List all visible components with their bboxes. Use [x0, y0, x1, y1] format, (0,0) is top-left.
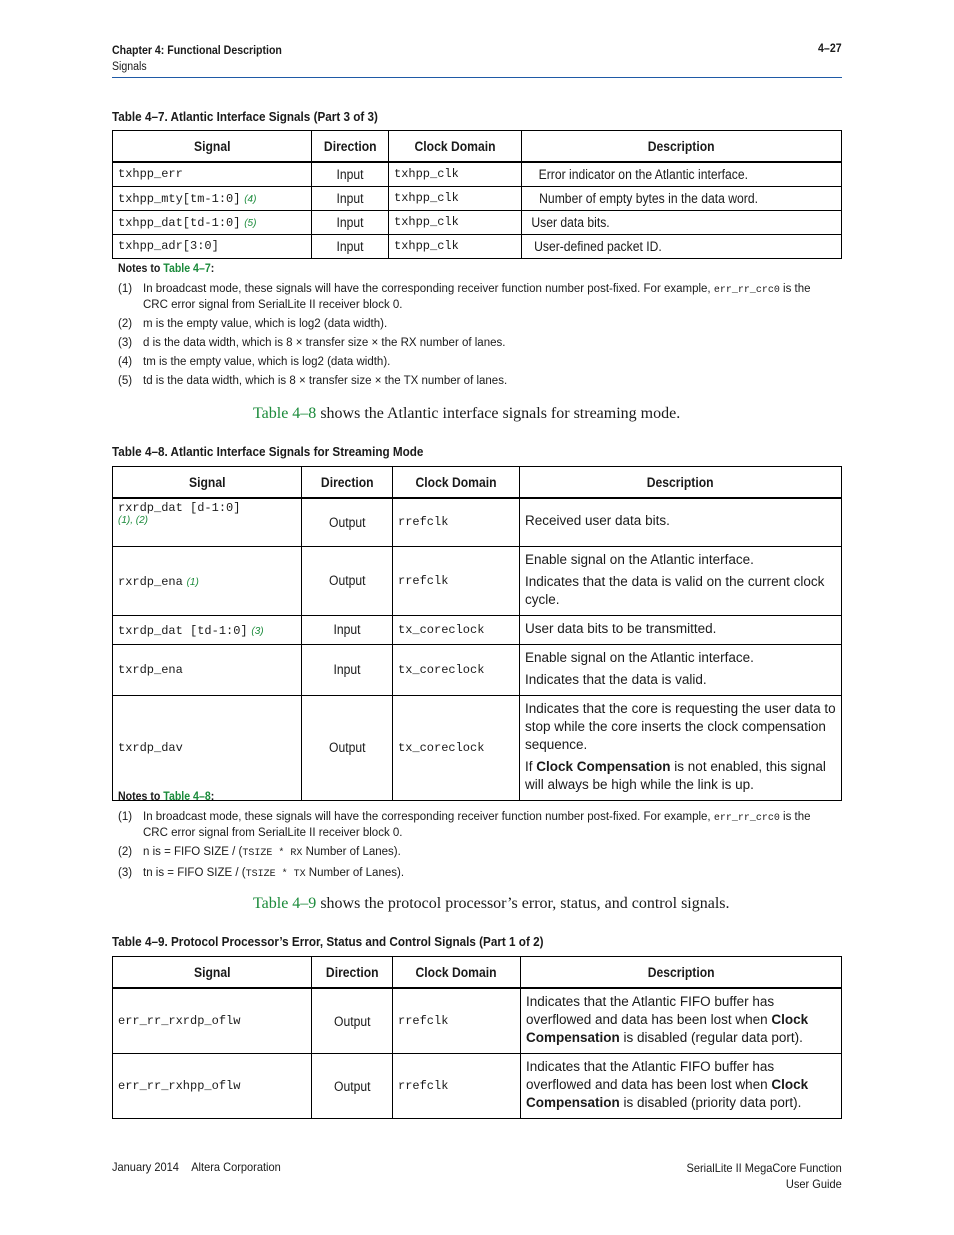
- table-4-9-caption: Table 4–9. Protocol Processor’s Error, Status and Control Signals (Part 1 of 2): [112, 934, 544, 949]
- signal-cell: txrdp_ena: [113, 644, 302, 695]
- col-header-clock-domain: Clock Domain: [393, 957, 521, 989]
- direction-cell: Output: [312, 1054, 393, 1119]
- section-title: Signals: [112, 61, 147, 73]
- table-row: [113, 644, 842, 695]
- col-header-clock-domain: Clock Domain: [389, 131, 522, 163]
- header-rule: [112, 77, 842, 78]
- direction-cell: Input: [312, 162, 389, 186]
- table-4-7-caption: Table 4–7. Atlantic Interface Signals (Part 3 of 3): [112, 109, 378, 124]
- clock-cell: rrefclk: [393, 546, 520, 615]
- footnote-ref[interactable]: (3): [251, 625, 264, 637]
- signal-cell: txhpp_mty[tm-1:0] (4): [113, 186, 312, 210]
- direction-cell: Input: [312, 210, 389, 234]
- description-cell: Indicates that the core is requesting the user data to stop while the core inserts the clock compensation sequence. If Clock Compensation is not enabled, this signal will always be high while the link is up.: [520, 695, 842, 800]
- note-item: (3) tn is = FIFO SIZE / (TSIZE * TX Number of Lanes).: [118, 867, 405, 880]
- direction-cell: Output: [312, 988, 393, 1054]
- signal-cell: txhpp_err: [113, 162, 312, 186]
- chapter-title: Chapter 4: Functional Description: [112, 45, 282, 57]
- table-4-7: [112, 130, 842, 259]
- direction-cell: Input: [312, 234, 389, 258]
- signal-cell: txhpp_adr[3:0]: [113, 234, 312, 258]
- clock-cell: tx_coreclock: [393, 615, 520, 644]
- table-header-row: [113, 957, 842, 989]
- footnote-ref[interactable]: (1), (2): [118, 515, 148, 526]
- table-4-8: [112, 466, 842, 801]
- table-row: [113, 1054, 842, 1119]
- note-item: (2) m is the empty value, which is log2 (data width).: [118, 318, 388, 330]
- clock-cell: txhpp_clk: [389, 162, 522, 186]
- page-header: [112, 43, 282, 75]
- description-cell: Error indicator on the Atlantic interface.: [522, 162, 842, 186]
- col-header-direction: Direction: [312, 957, 393, 989]
- table-row: [113, 234, 842, 258]
- direction-cell: Output: [302, 546, 393, 615]
- note-item: (2) n is = FIFO SIZE / (TSIZE * RX Number of Lanes).: [118, 846, 401, 859]
- table-4-9-link[interactable]: Table 4–9: [253, 895, 317, 912]
- notes-table-link[interactable]: Table 4–7: [163, 263, 211, 275]
- footnote-ref[interactable]: (4): [244, 194, 257, 205]
- notes-title: Notes to Table 4–8:: [118, 791, 215, 803]
- table-4-7-notes: [118, 262, 838, 393]
- clock-cell: txhpp_clk: [389, 210, 522, 234]
- signal-cell: err_rr_rxhpp_oflw: [113, 1054, 312, 1119]
- table-4-9: [112, 956, 842, 1119]
- signal-cell: txrdp_dat [td-1:0] (3): [113, 615, 302, 644]
- table-row: [113, 546, 842, 615]
- description-cell: Enable signal on the Atlantic interface. Indicates that the data is valid.: [520, 644, 842, 695]
- table-row: [113, 162, 842, 186]
- col-header-description: Description: [521, 957, 842, 989]
- direction-cell: Output: [302, 498, 393, 546]
- col-header-clock-domain: Clock Domain: [393, 467, 520, 499]
- col-header-description: Description: [522, 131, 842, 163]
- col-header-signal: Signal: [113, 957, 312, 989]
- clock-cell: txhpp_clk: [389, 186, 522, 210]
- page-footer-left: [112, 1160, 281, 1174]
- table-header-row: [113, 131, 842, 163]
- direction-cell: Input: [302, 615, 393, 644]
- signal-cell: err_rr_rxrdp_oflw: [113, 988, 312, 1054]
- clock-cell: tx_coreclock: [393, 695, 520, 800]
- description-cell: User data bits to be transmitted.: [520, 615, 842, 644]
- table-row: [113, 498, 842, 546]
- description-cell: Indicates that the Atlantic FIFO buffer has overflowed and data has been lost when Clock Compensation is disabled (regular data port).: [521, 988, 842, 1054]
- description-cell: User data bits.: [522, 210, 842, 234]
- page-number: 4–27: [818, 43, 842, 55]
- table-row: [113, 186, 842, 210]
- col-header-direction: Direction: [312, 131, 389, 163]
- clock-cell: tx_coreclock: [393, 644, 520, 695]
- footnote-ref[interactable]: (1): [186, 576, 199, 588]
- notes-table-link[interactable]: Table 4–8: [163, 791, 211, 803]
- col-header-signal: Signal: [113, 131, 312, 163]
- table-row: [113, 695, 842, 800]
- page-footer-right: [687, 1160, 842, 1192]
- note-item: (4) tm is the empty value, which is log2 (data width).: [118, 356, 391, 368]
- col-header-direction: Direction: [302, 467, 393, 499]
- description-cell: Indicates that the Atlantic FIFO buffer has overflowed and data has been lost when Clock Compensation is disabled (priority data port).: [521, 1054, 842, 1119]
- signal-cell: rxrdp_dat [d-1:0] (1), (2): [113, 498, 302, 546]
- col-header-signal: Signal: [113, 467, 302, 499]
- clock-cell: txhpp_clk: [389, 234, 522, 258]
- paragraph-table-4-8-intro: Table 4–8 shows the Atlantic interface signals for streaming mode.: [253, 405, 681, 422]
- description-cell: Enable signal on the Atlantic interface. Indicates that the data is valid on the current clock cycle.: [520, 546, 842, 615]
- table-row: [113, 988, 842, 1054]
- table-row: [113, 615, 842, 644]
- note-item: (5) td is the data width, which is 8 × transfer size × the TX number of lanes.: [118, 375, 508, 387]
- signal-cell: txrdp_dav: [113, 695, 302, 800]
- note-item: (1) In broadcast mode, these signals will have the corresponding receiver function number post-fixed. For example, err_rr_crc0 is the CRC error signal from SerialLite II receiver block 0.: [118, 283, 811, 311]
- clock-cell: rrefclk: [393, 1054, 521, 1119]
- direction-cell: Input: [312, 186, 389, 210]
- table-row: [113, 210, 842, 234]
- footer-date: January 2014: [112, 1160, 179, 1174]
- direction-cell: Input: [302, 644, 393, 695]
- note-item: (3) d is the data width, which is 8 × transfer size × the RX number of lanes.: [118, 337, 506, 349]
- footer-company: Altera Corporation: [191, 1160, 281, 1174]
- table-4-8-notes: [118, 790, 838, 887]
- paragraph-table-4-9-intro: Table 4–9 shows the protocol processor’s error, status, and control signals.: [253, 895, 730, 912]
- direction-cell: Output: [302, 695, 393, 800]
- clock-cell: rrefclk: [393, 498, 520, 546]
- table-4-8-caption: Table 4–8. Atlantic Interface Signals for Streaming Mode: [112, 444, 424, 459]
- description-cell: Received user data bits.: [520, 498, 842, 546]
- description-cell: User-defined packet ID.: [522, 234, 842, 258]
- footer-product: SerialLite II MegaCore Function: [686, 1161, 842, 1175]
- table-4-8-link[interactable]: Table 4–8: [253, 405, 317, 422]
- table-header-row: [113, 467, 842, 499]
- footnote-ref[interactable]: (5): [244, 218, 257, 229]
- clock-cell: rrefclk: [393, 988, 521, 1054]
- signal-cell: rxrdp_ena (1): [113, 546, 302, 615]
- notes-title: Notes to Table 4–7:: [118, 263, 215, 275]
- col-header-description: Description: [520, 467, 842, 499]
- description-cell: Number of empty bytes in the data word.: [522, 186, 842, 210]
- signal-cell: txhpp_dat[td-1:0] (5): [113, 210, 312, 234]
- footer-doc-type: User Guide: [786, 1177, 842, 1191]
- note-item: (1) In broadcast mode, these signals will have the corresponding receiver function number post-fixed. For example, err_rr_crc0 is the CRC error signal from SerialLite II receiver block 0.: [118, 811, 811, 839]
